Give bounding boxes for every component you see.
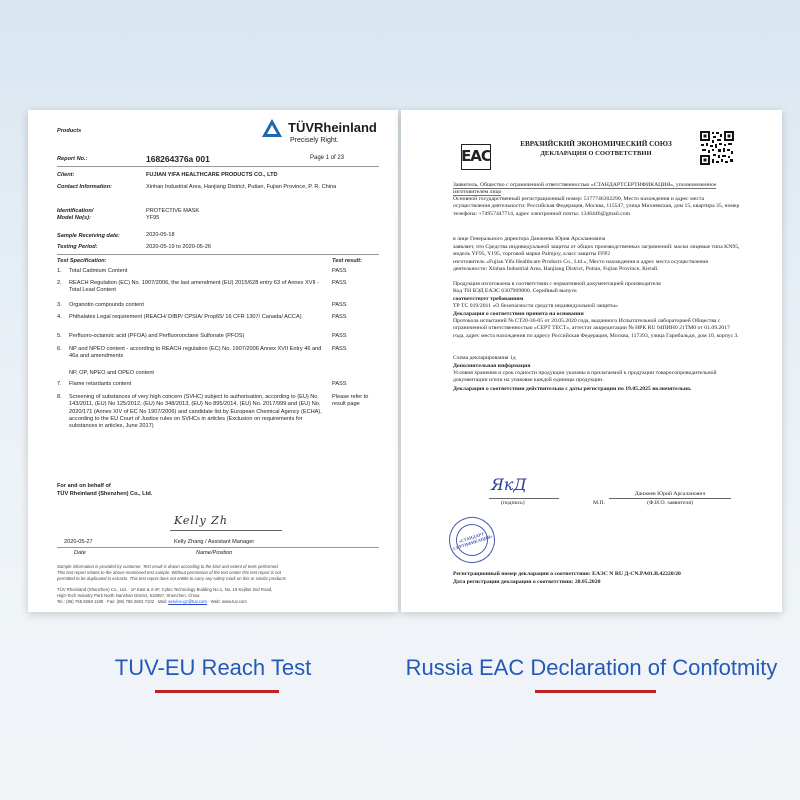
spec-number: 6. bbox=[57, 346, 62, 352]
spec-text: Phthalates Legal requirement (REACH/ DIBP/ CPSIA/ Prop65/ 16 CFR 1307/ Canada/ ACCA) bbox=[69, 314, 302, 320]
requirements-label: соответствует требованиям bbox=[453, 296, 524, 302]
produced-text: Продукция изготовлена в соответствии с нормативной документацией производителя bbox=[453, 281, 661, 287]
spec-result: PASS bbox=[332, 346, 347, 352]
spec-text: REACH Regulation (EC) No. 1907/2006, the last amendment (EU) 2015/628 entry 63 of Annex XVII - Total Lead Content bbox=[69, 280, 319, 294]
testing-period: 2020-05-19 to 2020-05-26 bbox=[146, 244, 212, 250]
eac-union-title: ЕВРАЗИЙСКИЙ ЭКОНОМИЧЕСКИЙ СОЮЗ bbox=[520, 140, 672, 148]
test-spec-label: Test Specification: bbox=[57, 258, 107, 264]
signature-line bbox=[489, 498, 559, 499]
basis-label: Декларация о соответствии принята на основании bbox=[453, 311, 584, 317]
spec-text: Screening of substances of very high concern (SVHC) subject to authorisation, according to (EU) No 143/2011, (EU) No 125/2012, (EU) No 348/2013, (EU) No 895/2014, (EU) No. 2017/999 and (EU) No. 2020/171 (Annex XIV of EC No 1907/2006) and candidate list by European Chemical Agency (ECHA), according to the EU Court of Justice rules on SVHCs in articles (Exclusion on requirements for substances in articles, June 2017) bbox=[69, 394, 322, 430]
spec-text: Flame retardants content bbox=[69, 381, 132, 387]
address-line-1: TÜV Rheinland (Shenzhen) Co., Ltd. · 1F East & 2-4F, Cybio Technology Building No.1, No. 16 Kejibei 2nd Road, bbox=[57, 587, 273, 592]
applicant-details: Основной государственный регистрационный номер: 5177746302290, Место нахождения и адрес места осуществления деятельности: Российская Федерация, Москва, 115547, улица Михневская, дом 15, квартира 35, номер телефона: +74957447714, адрес электронной почты: 1346446@gmail.com bbox=[453, 196, 740, 217]
identification-value: PROTECTIVE MASK bbox=[146, 208, 200, 214]
eac-declaration-title: ДЕКЛАРАЦИЯ О СООТВЕТСТВИИ bbox=[540, 150, 652, 157]
date-label: Date bbox=[74, 550, 86, 556]
tuv-test-report bbox=[28, 110, 398, 612]
tuv-signature: Kelly Zh bbox=[174, 514, 228, 527]
spec-text: Perfluoro-octanoic acid (PFOA) and Perfluorooctane Sulfonate (PFOS) bbox=[69, 333, 245, 339]
eac-signer-name: Данжеев Юрий Арсаланович bbox=[634, 491, 706, 497]
on-behalf-line-1: For and on behalf of bbox=[57, 483, 111, 489]
sample-date: 2020-05-18 bbox=[146, 232, 175, 238]
caption-tuv: TUV-EU Reach Test bbox=[114, 655, 312, 680]
contact-value: Xinhan Industrial Area, Hanjiang District, Putian, Fujian Province, P. R. China bbox=[146, 184, 337, 190]
signer-name: Kelly Zhang / Assistant Manager bbox=[174, 539, 255, 545]
spec-text: Total Cadmium Content bbox=[69, 268, 128, 274]
tuv-logo-tagline: Precisely Right. bbox=[290, 137, 339, 144]
spec-number: 5. bbox=[57, 333, 62, 339]
extra-info-text: Условия хранения и срок годности продукции указаны в прилагаемой к продукции товаросопроводительной документации и/или на упаковке каждой единицы продукции. bbox=[453, 370, 717, 384]
requirements-text: ТР ТС 019/2011 «О безопасности средств индивидуальной защиты» bbox=[453, 303, 618, 309]
caption-eac: Russia EAC Declaration of Confotmity bbox=[405, 655, 778, 680]
disclaimer-line-1: Sample information is provided by customer. Test result is drawn according to the kind and extent of tests performed. bbox=[57, 564, 279, 569]
spec-result: PASS bbox=[332, 268, 347, 274]
tuv-logo-word: TÜVRheinland bbox=[288, 120, 377, 135]
spec-text: NP, OP, NPEO and OPEO content bbox=[69, 370, 154, 376]
qr-code-icon bbox=[699, 130, 735, 166]
signer-line bbox=[609, 498, 731, 499]
divider bbox=[57, 254, 379, 255]
stamp-text: «СТАНДАРТ СЕРТИФИКАЦИЯ» bbox=[452, 530, 493, 552]
spec-result: Please refer to result page bbox=[332, 394, 369, 408]
on-behalf-line-2: TÜV Rheinland (Shenzhen) Co., Ltd. bbox=[57, 491, 153, 497]
spec-number: 4. bbox=[57, 314, 62, 320]
spec-text: Organotin compounds content bbox=[69, 302, 144, 308]
spec-result: PASS bbox=[332, 302, 347, 308]
divider bbox=[57, 547, 379, 548]
client-label: Client: bbox=[57, 172, 75, 178]
extra-info-label: Дополнительная информация bbox=[453, 363, 531, 369]
sign-label: (подпись) bbox=[501, 500, 525, 506]
basis-text: Протокола испытаний № СТ20-36-05 от 20.05.2020 года, выданного Испытательной лабораторией Общества с ограниченной ответственностью «СЕРТ ТЕСТ», аттестат аккредитации № НРК RU 04ПИН0 21ТМ0 от 01.09.2017 года, адрес места нахождения по адресу Российская Федерация, Москва, 117393, улица Гарибальди, дом 10, корпус 3. bbox=[453, 318, 739, 339]
eac-declaration bbox=[401, 110, 782, 612]
web-link[interactable]: · Web: www.tuv.com bbox=[208, 599, 247, 604]
declares-text: заявляет, что Средства индивидуальной защиты от общих производственных загрязнений: маски лицевые типа KN95, модель YF95, Y195, торговой марки Palmjoy, класс защиты FFP2 bbox=[453, 244, 740, 258]
model-value: YF95 bbox=[146, 215, 160, 221]
name-position-label: Name/Position bbox=[196, 550, 233, 556]
sign-date: 2020-05-27 bbox=[64, 539, 93, 545]
tuv-logo-triangle-icon bbox=[262, 119, 282, 137]
address-line-2: High-Tech Industry Park North Nanshan District, 518057, Shenzhen, China bbox=[57, 593, 200, 598]
page-number: Page 1 of 23 bbox=[310, 155, 345, 161]
spec-number: 8. bbox=[57, 394, 62, 400]
validity-text: Декларация о соответствии действительна с даты регистрации по 19.05.2025 включительно. bbox=[453, 386, 692, 392]
address-line-3 bbox=[57, 599, 382, 605]
registration-date: Дата регистрации декларации о соответствии: 20.05.2020 bbox=[453, 579, 601, 585]
spec-text: NP and NPEO content - according to REACH regulation (EC) No. 1907/2006 Annex XVII Entry 46 and 46a and amendments bbox=[69, 346, 322, 360]
model-label: Model No(s): bbox=[57, 215, 91, 221]
applicant-text: Заявитель, Общество с ограниченной ответственностью «СТАНДАРТСЕРТИФИКАЦИЯ», уполномоченное изготовителем лицо bbox=[453, 182, 717, 196]
mail-link[interactable]: service-gz@tuv.com bbox=[168, 599, 207, 604]
client-value: FUJIAN YIFA HEALTHCARE PRODUCTS CO., LTD bbox=[146, 172, 278, 178]
spec-result: PASS bbox=[332, 280, 347, 286]
signer-label: (Ф.И.О. заявителя) bbox=[647, 500, 693, 506]
applicant bbox=[453, 182, 741, 197]
company-stamp bbox=[443, 511, 501, 569]
registration-number: Регистрационный номер декларации о соответствии: ЕАЭС N RU Д-CN.PA01.B.42220/20 bbox=[453, 571, 681, 577]
spec-number: 2. bbox=[57, 280, 62, 286]
caption-underline bbox=[535, 690, 656, 693]
products-header: Products bbox=[57, 128, 82, 134]
eac-logo: EAC bbox=[461, 144, 491, 170]
sample-date-label: Sample Receiving date: bbox=[57, 233, 120, 239]
director-line: в лице Генерального директора Данжеева Юрия Арсалановича bbox=[453, 236, 606, 242]
signature-line bbox=[170, 530, 282, 531]
divider bbox=[57, 166, 379, 167]
contact-label: Contact Information: bbox=[57, 184, 113, 190]
caption-underline bbox=[155, 690, 279, 693]
report-no: 168264376a 001 bbox=[146, 154, 210, 164]
spec-number: 1. bbox=[57, 268, 62, 274]
spec-result: PASS bbox=[332, 333, 347, 339]
mp-label: М.П. bbox=[593, 500, 606, 506]
scheme-text: Схема декларирования 1д bbox=[453, 355, 516, 361]
spec-result: PASS bbox=[332, 381, 347, 387]
disclaimer-line-3: permitted to be duplicated in extracts. This test report does not entitle to carry any safety mark on this or similar products bbox=[57, 576, 286, 581]
report-no-label: Report No.: bbox=[57, 156, 88, 162]
hs-code-text: Код ТН ВЭД ЕАЭС 6307909800. Серийный выпуск bbox=[453, 288, 577, 294]
spec-result: PASS bbox=[332, 314, 347, 320]
contact-tel-fax: Tel.: (86) 755 8268 1188 · Fax: (86) 755 2603 7102 · Mail: bbox=[57, 599, 168, 604]
eac-signature: ЯкД bbox=[491, 475, 527, 494]
identification-label: Identification/ bbox=[57, 208, 94, 214]
disclaimer-line-2: This test report relates to the above mentioned test sample. Without permission of the test center this test report is not bbox=[57, 570, 281, 575]
manufacturer-text: изготовитель «Fujian Yifa Healthcare Products Co., Ltd.», Место нахождения и адрес места осуществления деятельности: Xinhan Industrial Area, Hanjiang District, Putian, Fujian Province, Китай. bbox=[453, 259, 709, 273]
testing-period-label: Testing Period: bbox=[57, 244, 98, 250]
test-result-label: Test result: bbox=[332, 258, 362, 264]
spec-number: 3. bbox=[57, 302, 62, 308]
spec-number: 7. bbox=[57, 381, 62, 387]
